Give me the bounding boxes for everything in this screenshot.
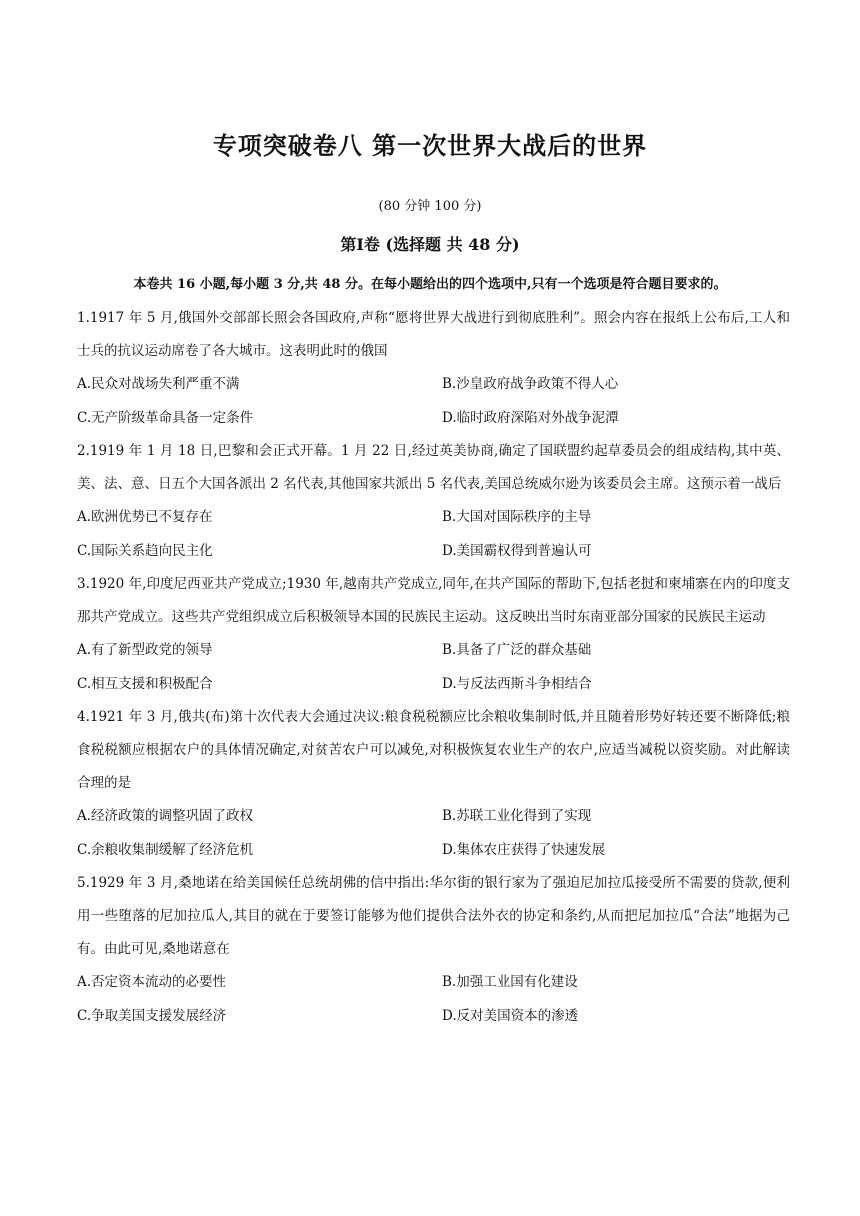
option-d: D.美国霸权得到普遍认可 — [442, 542, 592, 559]
answer-options — [77, 368, 790, 435]
option-a: A.否定资本流动的必要性 — [77, 974, 227, 990]
answer-options — [77, 966, 790, 1033]
question-stem: 4.1921 年 3 月,俄共(布)第十次代表大会通过决议:粮食税税额应比余粮收集制时低,并且随着形势好转还要不断降低;粮食税税额应根据农户的具体情况确定,对贫苦农户可以减免,对积极恢复农业生产的农户,应适当减税以资奖励。对此解读合理的是 — [77, 709, 790, 791]
option-d: D.与反法西斯斗争相结合 — [442, 675, 592, 692]
option-b: B.大国对国际秩序的主导 — [442, 509, 592, 525]
answer-options — [77, 634, 790, 701]
option-b: B.加强工业国有化建设 — [442, 974, 578, 990]
answer-options — [77, 501, 790, 568]
option-c: C.余粮收集制缓解了经济危机 — [77, 841, 254, 858]
question-3 — [77, 568, 790, 701]
option-c: C.国际关系趋向民主化 — [77, 542, 213, 559]
option-b: B.沙皇政府战争政策不得人心 — [442, 376, 619, 392]
question-2 — [77, 435, 790, 568]
question-4 — [77, 701, 790, 867]
option-c: C.争取美国支援发展经济 — [77, 1007, 227, 1024]
question-5 — [77, 867, 790, 1033]
question-stem: 5.1929 年 3 月,桑地诺在给美国候任总统胡佛的信中指出:华尔街的银行家为了强迫尼加拉瓜接受所不需要的贷款,便利用一些堕落的尼加拉瓜人,其目的就在于要签订能够为他们提供合法外衣的协定和条约,从而把尼加拉瓜“合法”地据为己有。由此可见,桑地诺意在 — [77, 875, 790, 957]
question-stem: 1.1917 年 5 月,俄国外交部部长照会各国政府,声称“愿将世界大战进行到彻底胜利”。照会内容在报纸上公布后,工人和士兵的抗议运动席卷了各大城市。这表明此时的俄国 — [77, 310, 790, 359]
option-c: C.无产阶级革命具备一定条件 — [77, 409, 254, 426]
option-a: A.民众对战场失利严重不满 — [77, 376, 240, 392]
question-list — [77, 302, 790, 1033]
option-b: B.苏联工业化得到了实现 — [442, 808, 592, 824]
option-b: B.具备了广泛的群众基础 — [442, 642, 592, 658]
option-a: A.欧洲优势已不复存在 — [77, 509, 213, 525]
question-1 — [77, 302, 790, 435]
section-title: 第Ⅰ卷 (选择题 共 48 分) — [340, 235, 520, 254]
option-d: D.反对美国资本的渗透 — [442, 1007, 579, 1024]
option-a: A.经济政策的调整巩固了政权 — [77, 808, 254, 824]
page-title: 专项突破卷八 第一次世界大战后的世界 — [212, 131, 648, 160]
exam-duration-and-score: (80 分钟 100 分) — [378, 199, 482, 214]
option-c: C.相互支援和积极配合 — [77, 675, 213, 692]
question-stem: 2.1919 年 1 月 18 日,巴黎和会正式开幕。1 月 22 日,经过英美协商,确定了国联盟约起草委员会的组成结构,其中英、美、法、意、日五个大国各派出 2 名代表,其他国家共派出 5 名代表,美国总统威尔逊为该委员会主席。这预示着一战后 — [77, 443, 790, 492]
option-d: D.集体农庄获得了快速发展 — [442, 841, 606, 858]
question-stem: 3.1920 年,印度尼西亚共产党成立;1930 年,越南共产党成立,同年,在共产国际的帮助下,包括老挝和柬埔寨在内的印度支那共产党成立。这些共产党组织成立后积极领导本国的民族民主运动。这反映出当时东南亚部分国家的民族民主运动 — [77, 576, 790, 625]
option-d: D.临时政府深陷对外战争泥潭 — [442, 409, 619, 426]
section-instruction: 本卷共 16 小题,每小题 3 分,共 48 分。在每小题给出的四个选项中,只有一个选项是符合题目要求的。 — [133, 277, 727, 292]
option-a: A.有了新型政党的领导 — [77, 642, 213, 658]
answer-options — [77, 800, 790, 867]
